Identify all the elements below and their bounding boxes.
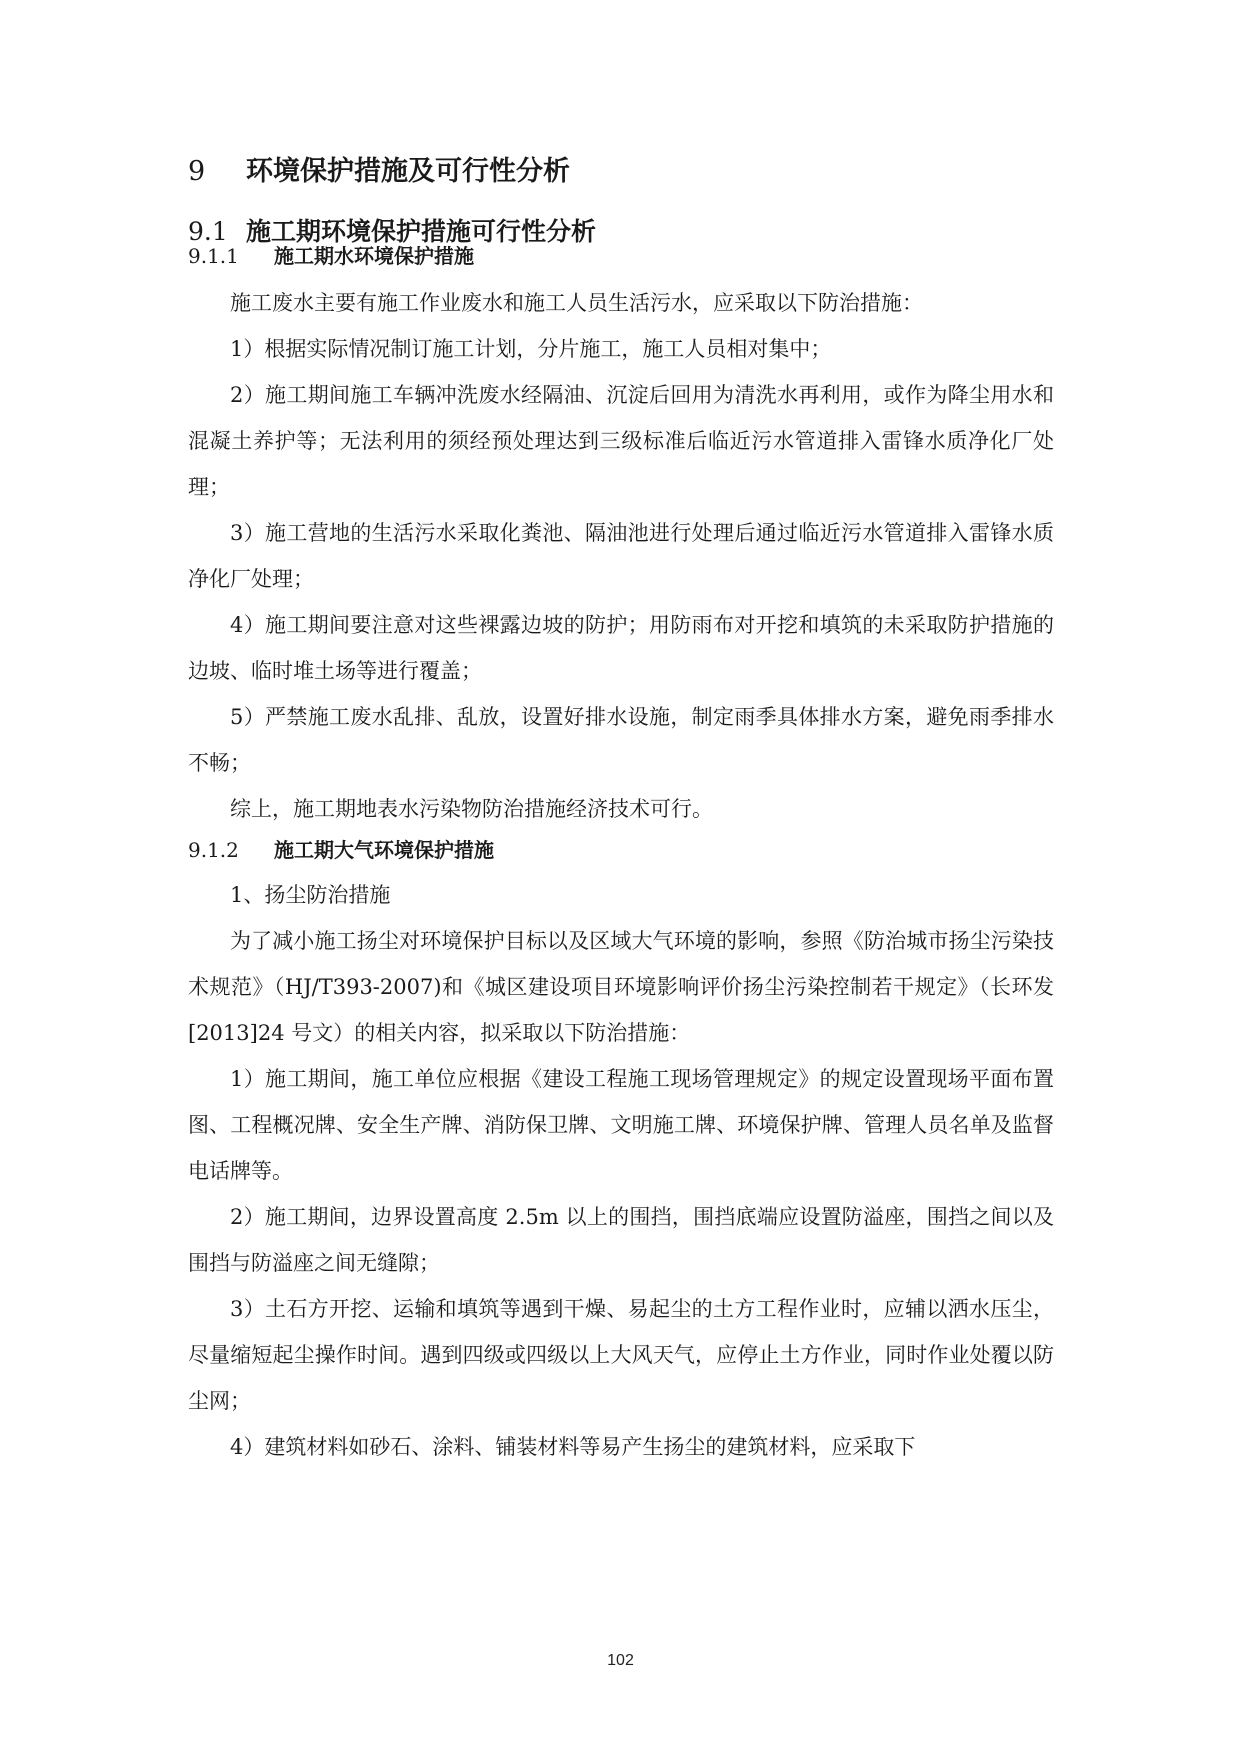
paragraph: 为了减小施工扬尘对环境保护目标以及区域大气环境的影响，参照《防治城市扬尘污染技术规范》（HJ/T393-2007)和《城区建设项目环境影响评价扬尘污染控制若干规定》（长环发[2013]24 号文）的相关内容，拟采取以下防治措施： xyxy=(188,929,1054,1045)
subsection-heading-water xyxy=(188,240,474,272)
paragraph: 4）施工期间要注意对这些裸露边坡的防护；用防雨布对开挖和填筑的未采取防护措施的边坡、临时堆土场等进行覆盖； xyxy=(188,613,1054,683)
paragraph: 综上，施工期地表水污染物防治措施经济技术可行。 xyxy=(230,797,713,821)
section-title: 施工期环境保护措施可行性分析 xyxy=(246,217,597,246)
paragraph: 2）施工期间施工车辆冲洗废水经隔油、沉淀后回用为清洗水再利用，或作为降尘用水和混凝土养护等；无法利用的须经预处理达到三级标准后临近污水管道排入雷锋水质净化厂处理； xyxy=(188,383,1054,499)
paragraph: 3）土石方开挖、运输和填筑等遇到干燥、易起尘的土方工程作业时，应辅以洒水压尘，尽量缩短起尘操作时间。遇到四级或四级以上大风天气，应停止土方作业，同时作业处覆以防尘网； xyxy=(188,1297,1054,1413)
section-number: 9.1 xyxy=(188,217,228,246)
paragraph: 5）严禁施工废水乱排、乱放，设置好排水设施，制定雨季具体排水方案，避免雨季排水不畅； xyxy=(188,705,1054,775)
subsection-number: 9.1.2 xyxy=(188,838,239,862)
paragraph: 1）根据实际情况制订施工计划，分片施工，施工人员相对集中； xyxy=(230,337,832,361)
paragraph: 施工废水主要有施工作业废水和施工人员生活污水，应采取以下防治措施： xyxy=(230,291,923,315)
paragraph: 1、扬尘防治措施 xyxy=(230,883,391,907)
chapter-number: 9 xyxy=(188,156,206,187)
paragraph: 4）建筑材料如砂石、涂料、铺装材料等易产生扬尘的建筑材料，应采取下 xyxy=(230,1435,916,1459)
chapter-heading xyxy=(188,152,570,192)
subsection-number: 9.1.1 xyxy=(188,244,239,268)
subsection-title: 施工期大气环境保护措施 xyxy=(274,838,494,862)
paragraph: 1）施工期间，施工单位应根据《建设工程施工现场管理规定》的规定设置现场平面布置图、工程概况牌、安全生产牌、消防保卫牌、文明施工牌、环境保护牌、管理人员名单及监督电话牌等。 xyxy=(188,1067,1054,1183)
paragraph: 2）施工期间，边界设置高度 2.5m 以上的围挡，围挡底端应设置防溢座，围挡之间以及围挡与防溢座之间无缝隙； xyxy=(188,1205,1054,1275)
subsection-heading-air xyxy=(188,834,494,866)
subsection-title: 施工期水环境保护措施 xyxy=(274,244,474,268)
page-number: 102 xyxy=(607,1652,634,1669)
paragraph: 3）施工营地的生活污水采取化粪池、隔油池进行处理后通过临近污水管道排入雷锋水质净化厂处理； xyxy=(188,521,1054,591)
chapter-title: 环境保护措施及可行性分析 xyxy=(246,156,570,187)
